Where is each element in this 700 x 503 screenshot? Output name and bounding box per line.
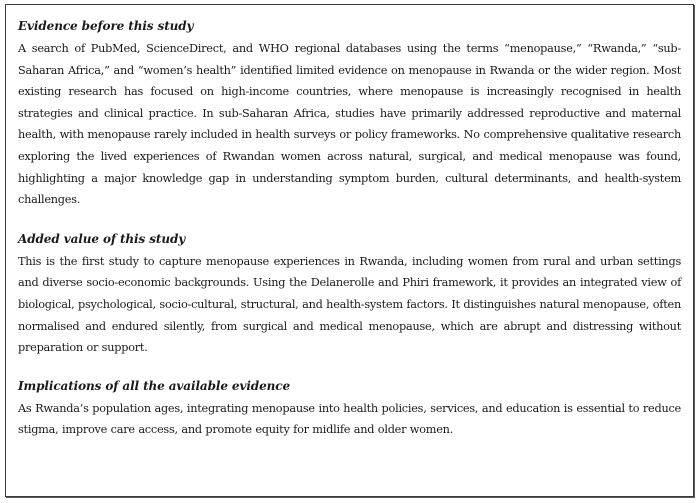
section-body: This is the first study to capture menopause experiences in Rwanda, including women from rural and urban settings and diverse socio-economic backgrounds. Using the Delanerolle and Phiri framework, it provides an integrated view of biological, psychological, socio-cultural, structural, and health-system factors. It distinguishes natural menopause, often normalised and endured silently, from surgical and medical menopause, which are abrupt and distressing without preparation or support. [18, 254, 681, 355]
section-heading: Implications of all the available evidence [18, 378, 290, 393]
section-heading: Added value of this study [18, 231, 186, 246]
section-evidence-before [18, 17, 681, 211]
research-in-context-panel [5, 4, 694, 497]
section-body: A search of PubMed, ScienceDirect, and WHO regional databases using the terms “menopause,” “Rwanda,” “sub-Saharan Africa,” and “women’s health” identified limited evidence on menopause in Rwanda or the wider region. Most existing research has focused on high-income countries, where menopause is increasingly recognised in health strategies and clinical practice. In sub-Saharan Africa, studies have primarily addressed reproductive and maternal health, with menopause rarely included in health surveys or policy frameworks. No comprehensive qualitative research exploring the lived experiences of Rwandan women across natural, surgical, and medical menopause was found, highlighting a major knowledge gap in understanding symptom burden, cultural determinants, and health-system challenges. [18, 42, 681, 207]
section-added-value [18, 230, 681, 359]
section-body: As Rwanda’s population ages, integrating menopause into health policies, services, and education is essential to reduce stigma, improve care access, and promote equity for midlife and older women. [18, 401, 681, 437]
section-heading: Evidence before this study [18, 19, 194, 33]
section-implications [18, 377, 681, 441]
